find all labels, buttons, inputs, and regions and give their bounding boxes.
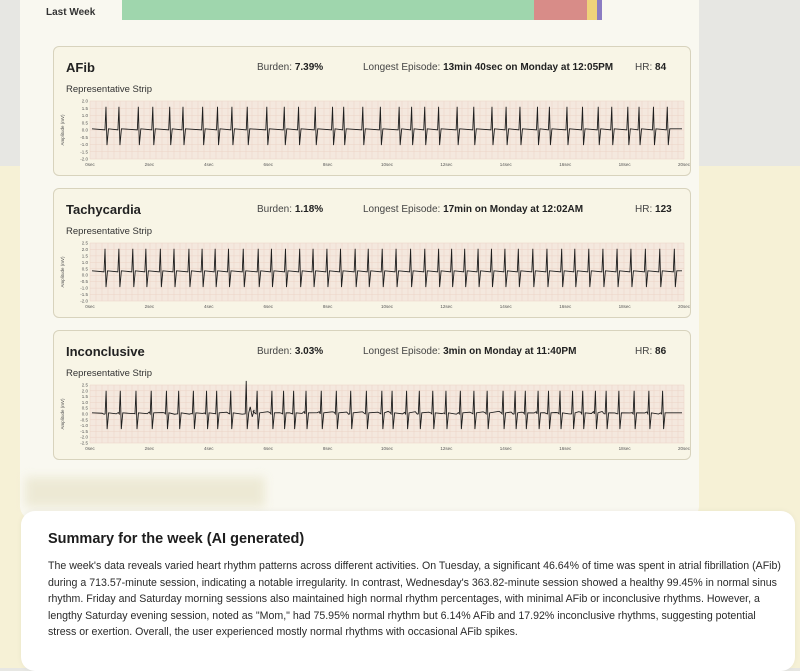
- y-tick-label: 1.5: [81, 105, 88, 111]
- y-tick-label: -1.0: [80, 142, 88, 147]
- y-tick-label: -0.5: [80, 417, 88, 423]
- y-tick-label: -2.0: [80, 156, 88, 162]
- y-tick-label: -0.5: [80, 279, 88, 285]
- burden-value: 7.39%: [294, 62, 324, 73]
- y-tick-label: 0.0: [81, 411, 88, 417]
- episode-metric: [363, 346, 576, 357]
- tachycardia-card: [53, 188, 691, 318]
- ecg-strip-chart: [58, 97, 691, 173]
- episode-value: 13min 40sec on Monday at 12:05PM: [443, 62, 614, 73]
- x-tick-label: 0sec: [85, 162, 95, 167]
- hr-value: 86: [655, 346, 667, 357]
- burden-label: Burden:: [257, 62, 293, 73]
- x-tick-label: 4sec: [204, 304, 214, 309]
- x-tick-label: 20sec: [677, 162, 691, 167]
- x-tick-label: 8sec: [322, 304, 333, 309]
- x-tick-label: 6sec: [263, 304, 273, 309]
- burden-metric: [257, 204, 323, 215]
- x-tick-label: 14sec: [499, 304, 512, 309]
- y-tick-label: -1.0: [80, 285, 88, 291]
- x-tick-label: 12sec: [440, 446, 453, 451]
- y-tick-label: 1.0: [81, 399, 88, 405]
- x-tick-label: 16sec: [559, 162, 572, 167]
- summary-title: Summary for the week (AI generated): [48, 531, 305, 547]
- episode-label: Longest Episode:: [363, 62, 441, 73]
- ecg-grid-background: [90, 243, 684, 301]
- x-tick-label: 4sec: [204, 446, 214, 451]
- x-tick-label: 18sec: [618, 304, 631, 309]
- strip-label: Representative Strip: [66, 226, 153, 237]
- hr-value: 84: [655, 62, 667, 73]
- ecg-strip-chart: [58, 381, 691, 457]
- strip-label: Representative Strip: [66, 368, 153, 379]
- afib-card: [53, 46, 691, 176]
- hr-value: 123: [655, 204, 672, 215]
- summary-text: The week's data reveals varied heart rhythm patterns across different activities. On Tuesday, a significant 46.64% of time was spent in atrial fibrillation (AFib) during a 713.57-minute session, indicating a notable irregularity. In contrast, Wednesday's 363.82-minute session showed a healthy 99.45% in normal sinus rhythm. Friday and Saturday morning sessions also maintained high normal rhythm percentages, with minimal AFib or inconclusive rhythms. However, a lengthy Saturday evening session, noted as "Mom," had 75.95% normal rhythm but 6.14% AFib and 17.92% inconclusive rhythms, suggesting potential stress or exertion. Overall, the user experienced mostly normal rhythms with occasional AFib spikes.: [48, 560, 781, 638]
- x-tick-label: 0sec: [85, 446, 95, 451]
- y-tick-label: -2.0: [80, 298, 88, 304]
- burden-label: Burden:: [257, 204, 293, 215]
- weekly-summary-card: [21, 511, 795, 671]
- x-tick-label: 2sec: [144, 162, 155, 167]
- rhythm-segment-afib: [534, 0, 587, 20]
- x-tick-label: 20sec: [677, 304, 691, 309]
- x-tick-label: 6sec: [263, 446, 273, 451]
- y-tick-label: 0.0: [81, 127, 88, 133]
- x-tick-label: 14sec: [499, 162, 512, 167]
- y-tick-label: 0.5: [81, 120, 88, 126]
- y-tick-label: -1.5: [80, 428, 88, 434]
- hr-metric: [635, 346, 666, 357]
- y-tick-label: 2.0: [81, 98, 88, 104]
- burden-label: Burden:: [257, 346, 293, 357]
- y-axis-title: Amplitude (mV): [60, 256, 65, 288]
- x-tick-label: 14sec: [499, 446, 512, 451]
- card-title: AFib: [66, 60, 95, 75]
- hr-metric: [635, 204, 672, 215]
- x-tick-label: 16sec: [559, 446, 572, 451]
- x-tick-label: 8sec: [322, 446, 333, 451]
- hr-label: HR:: [635, 346, 653, 357]
- card-title: Inconclusive: [66, 344, 145, 359]
- x-tick-label: 12sec: [440, 304, 453, 309]
- hr-label: HR:: [635, 62, 653, 73]
- hr-metric: [635, 62, 666, 73]
- strip-label: Representative Strip: [66, 84, 153, 95]
- y-tick-label: 1.0: [81, 113, 88, 118]
- burden-metric: [257, 62, 323, 73]
- y-tick-label: 2.5: [81, 240, 88, 246]
- episode-label: Longest Episode:: [363, 204, 441, 215]
- episode-value: 3min on Monday at 11:40PM: [443, 346, 577, 357]
- y-tick-label: -2.0: [80, 434, 88, 440]
- last-week-row: [46, 0, 696, 24]
- y-tick-label: -0.5: [80, 134, 88, 140]
- y-tick-label: 1.0: [81, 259, 88, 265]
- hr-label: HR:: [635, 204, 653, 215]
- rhythm-segment-normal: [122, 0, 534, 20]
- x-tick-label: 18sec: [618, 162, 631, 167]
- y-tick-label: -1.5: [80, 149, 88, 155]
- burden-value: 1.18%: [294, 204, 324, 215]
- x-tick-label: 6sec: [263, 162, 273, 167]
- report-panel: [20, 0, 699, 520]
- x-tick-label: 0sec: [85, 304, 95, 309]
- x-tick-label: 16sec: [559, 304, 572, 309]
- episode-label: Longest Episode:: [363, 346, 441, 357]
- y-tick-label: 0.5: [81, 266, 88, 272]
- x-tick-label: 12sec: [440, 162, 453, 167]
- x-tick-label: 10sec: [380, 446, 394, 451]
- rhythm-segment-inconclusive: [587, 0, 598, 20]
- rhythm-segment-tachycardia: [597, 0, 602, 20]
- x-tick-label: 10sec: [380, 162, 394, 167]
- y-axis-title: Amplitude (mV): [60, 114, 65, 146]
- x-tick-label: 20sec: [677, 446, 691, 451]
- y-tick-label: 0.5: [81, 405, 88, 411]
- blurred-region: [25, 477, 265, 507]
- x-tick-label: 8sec: [322, 162, 333, 167]
- x-tick-label: 10sec: [380, 304, 394, 309]
- episode-metric: [363, 62, 613, 73]
- x-tick-label: 2sec: [144, 304, 155, 309]
- y-tick-label: -2.5: [80, 440, 88, 446]
- y-tick-label: -1.0: [80, 423, 88, 429]
- ecg-strip-chart: [58, 239, 691, 315]
- y-tick-label: 2.5: [81, 382, 88, 388]
- y-tick-label: -1.5: [80, 292, 88, 298]
- card-title: Tachycardia: [66, 202, 141, 217]
- y-tick-label: 1.5: [81, 253, 88, 259]
- burden-value: 3.03%: [294, 346, 324, 357]
- last-week-rhythm-bar: [122, 0, 602, 20]
- y-axis-title: Amplitude (mV): [60, 398, 65, 430]
- burden-metric: [257, 346, 323, 357]
- y-tick-label: 2.0: [81, 246, 88, 252]
- episode-metric: [363, 204, 583, 215]
- x-tick-label: 4sec: [204, 162, 214, 167]
- y-tick-label: 1.5: [81, 394, 88, 400]
- y-tick-label: 0.0: [81, 272, 88, 278]
- x-tick-label: 18sec: [618, 446, 631, 451]
- x-tick-label: 2sec: [144, 446, 155, 451]
- last-week-label: Last Week: [46, 6, 96, 18]
- inconclusive-card: [53, 330, 691, 460]
- y-tick-label: 2.0: [81, 388, 88, 394]
- episode-value: 17min on Monday at 12:02AM: [443, 204, 584, 215]
